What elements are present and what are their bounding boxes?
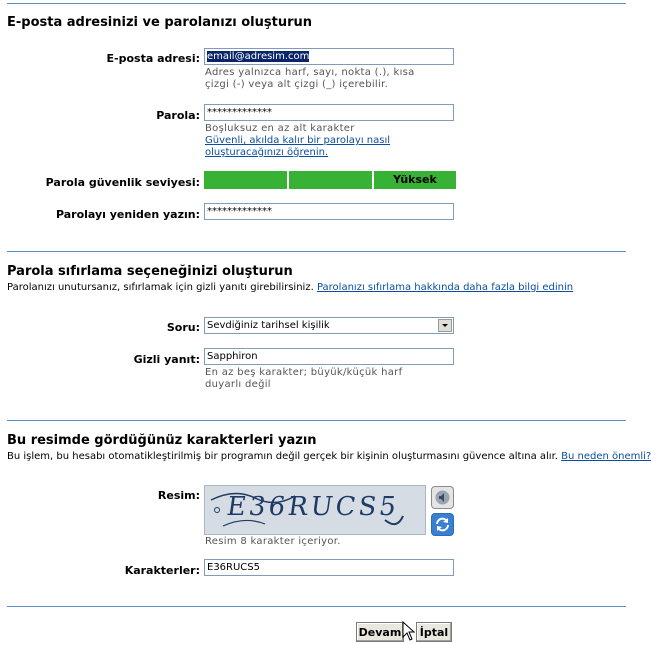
reset-description: Parolanızı unutursanız, sıfırlamak için gizli yanıtı girebilirsiniz. — [7, 282, 314, 293]
dropdown-button[interactable] — [438, 319, 452, 332]
captcha-image — [204, 485, 426, 535]
audio-captcha-button[interactable] — [431, 486, 454, 509]
top-divider — [7, 3, 626, 4]
question-label: Soru: — [166, 321, 200, 334]
email-input[interactable] — [204, 48, 454, 65]
refresh-captcha-button[interactable] — [431, 513, 454, 536]
answer-hint-line1: En az beş karakter; büyük/küçük harf — [205, 367, 403, 378]
captcha-description-line — [7, 451, 651, 462]
strength-label: Parola güvenlik seviyesi: — [45, 176, 200, 189]
answer-hint-line2: duyarlı değil — [205, 379, 271, 390]
chevron-down-icon — [439, 320, 451, 331]
reset-info-link[interactable]: Parolanızı sıfırlama hakkında daha fazla bilgi edinin — [316, 282, 574, 293]
confirm-password-input[interactable]: ************* — [204, 203, 454, 220]
account-section-title: E-posta adresinizi ve parolanızı oluşturun — [7, 15, 313, 30]
email-hint-line1: Adres yalnızca harf, sayı, nokta (.), kısa — [205, 67, 415, 78]
email-label: E-posta adresi: — [106, 52, 200, 65]
captcha-text: E36RUCS5 — [224, 492, 401, 522]
characters-input[interactable]: E36RUCS5 — [204, 559, 454, 576]
reset-description-line — [7, 282, 573, 293]
answer-input[interactable]: Sapphiron — [204, 348, 454, 365]
captcha-image-label: Resim: — [157, 489, 200, 502]
bottom-divider — [7, 606, 626, 607]
mouse-cursor-icon — [402, 621, 416, 643]
strength-level-text: Yüksek — [374, 171, 456, 189]
captcha-section-title: Bu resimde gördüğünüz karakterleri yazın — [7, 433, 317, 448]
captcha-why-link[interactable]: Bu neden önemli? — [561, 451, 651, 462]
password-tips-link-line1: Güvenli, akılda kalır bir parolayı nasıl — [205, 135, 391, 146]
password-tips-link-line2: oluşturacağınızı öğrenin. — [205, 147, 329, 158]
password-label: Parola: — [156, 109, 200, 122]
question-select[interactable] — [204, 317, 454, 334]
captcha-description: Bu işlem, bu hesabı otomatikleştirilmiş bir programın değil gerçek bir kişinin oluşturmasını güvence altına alır. — [7, 451, 558, 462]
strength-segment-1 — [204, 171, 287, 189]
password-tips-link[interactable] — [205, 135, 390, 159]
speaker-icon — [432, 487, 453, 508]
email-hint-line2: çizgi (-) veya alt çizgi (_) içerebilir. — [205, 79, 389, 90]
password-input[interactable]: ************* — [204, 104, 454, 121]
answer-hint — [205, 367, 402, 391]
answer-label: Gizli yanıt: — [133, 353, 200, 366]
continue-button[interactable]: Devam — [356, 622, 404, 642]
confirm-password-label: Parolayı yeniden yazın: — [55, 208, 200, 221]
characters-label: Karakterler: — [124, 564, 200, 577]
strength-meter — [204, 171, 456, 189]
captcha-hint: Resim 8 karakter içeriyor. — [205, 536, 341, 547]
email-value: email@adresim.com — [207, 51, 310, 62]
reset-section-title: Parola sıfırlama seçeneğinizi oluşturun — [7, 264, 293, 279]
cancel-button[interactable]: İptal — [416, 622, 452, 642]
refresh-icon — [432, 514, 453, 535]
divider-3 — [7, 420, 626, 421]
email-hint — [205, 67, 415, 91]
question-selected-value: Sevdiğiniz tarihsel kişilik — [207, 320, 330, 331]
strength-segment-2 — [289, 171, 372, 189]
divider-2 — [7, 251, 626, 252]
password-hint: Boşluksuz en az alt karakter — [205, 123, 355, 134]
